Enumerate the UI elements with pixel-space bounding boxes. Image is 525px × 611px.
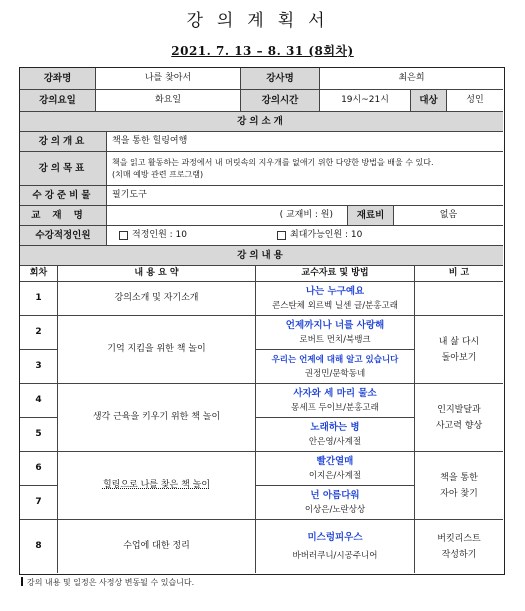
note-session-8 (415, 520, 503, 573)
syllabus-table (19, 67, 505, 575)
supplies-text: 필기도구 (107, 186, 503, 206)
footer-note-text: 강의 내용 및 일정은 사정상 변동될 수 있습니다. (27, 578, 195, 587)
book-session-3 (256, 350, 415, 384)
note-session-2-3 (415, 316, 503, 384)
note-col-header: 비 고 (415, 266, 503, 282)
summary-session-6-7-text: 힐링으로 나를 찾은 책 놀이 (102, 480, 211, 490)
session-number: 6 (20, 452, 58, 486)
book-author: 몽세프 두이브/분홍고래 (291, 402, 379, 413)
summary-session-1: 강의소개 및 자기소개 (58, 282, 256, 316)
book-author: 바버러쿠니/시공주니어 (292, 550, 378, 561)
session-number: 1 (20, 282, 58, 316)
book-session-6 (256, 452, 415, 486)
book-title: 나는 누구예요 (305, 285, 365, 297)
note-line: 작성하기 (441, 549, 477, 560)
supplies-label: 수강준비물 (20, 186, 107, 206)
summary-session-2-3: 기억 지킴을 위한 책 놀이 (58, 316, 256, 384)
book-title: 사자와 세 마리 물소 (293, 387, 377, 399)
instructor-name: 최은희 (320, 68, 503, 90)
note-line: 사고력 향상 (435, 420, 483, 431)
note-line: 책을 통한 (440, 472, 478, 483)
goal-line-1: 책을 읽고 활동하는 과정에서 내 머릿속의 지우개를 없애기 위한 다양한 방법을 배울 수 있다. (112, 157, 434, 167)
note-line: 내 삶 다시 (438, 336, 480, 347)
course-label: 강좌명 (20, 68, 96, 90)
session-number: 2 (20, 316, 58, 350)
note-session-1 (415, 282, 503, 316)
summary-session-8: 수업에 대한 정리 (58, 520, 256, 573)
course-period: 2021. 7. 13 – 8. 31 (8회차) (171, 44, 354, 58)
method-col-header: 교수자료 및 방법 (256, 266, 415, 282)
book-author: 콘스탄체 외르벡 닐센 글/분홍고래 (272, 300, 398, 311)
session-col-header: 회차 (20, 266, 58, 282)
bullet-mark-icon (21, 577, 23, 586)
goal-line-2: (치매 예방 관련 프로그램) (112, 169, 204, 179)
capacity-min (107, 226, 267, 246)
book-session-1 (256, 282, 415, 316)
book-session-8 (256, 520, 415, 573)
lecture-day: 화요일 (96, 90, 241, 112)
material-price: ( 교재비 : 원) (107, 206, 348, 226)
footer-note (21, 577, 194, 588)
overview-text: 책을 통한 힐링여행 (107, 132, 503, 152)
session-number: 3 (20, 350, 58, 384)
note-line: 버킷리스트 (437, 533, 481, 544)
target-label: 대상 (411, 90, 447, 112)
content-section-header: 강의내용 (20, 246, 503, 266)
session-number: 8 (20, 520, 58, 573)
book-title: 노래하는 병 (310, 421, 360, 433)
fee-label: 재료비 (348, 206, 394, 226)
lecture-time: 19시~21시 (320, 90, 411, 112)
checkbox-icon (277, 231, 286, 240)
note-line: 돌아보기 (441, 352, 477, 363)
book-title: 넌 아름다워 (310, 489, 360, 501)
book-session-7 (256, 486, 415, 520)
book-session-4 (256, 384, 415, 418)
document-title: 강의계획서 (186, 11, 339, 31)
session-number: 5 (20, 418, 58, 452)
book-author: 이상은/노란상상 (304, 504, 366, 515)
capacity-min-text: 적정인원 : 10 (132, 230, 187, 240)
checkbox-icon (119, 231, 128, 240)
note-session-4-5 (415, 384, 503, 452)
book-author: 권정민/문학동네 (304, 368, 366, 379)
book-title: 미스렁피우스 (307, 531, 363, 543)
session-number: 4 (20, 384, 58, 418)
overview-label: 강의개요 (20, 132, 107, 152)
instructor-label: 강사명 (241, 68, 320, 90)
note-line: 인지발달과 (437, 404, 481, 415)
capacity-max-text: 최대가능인원 : 10 (290, 230, 363, 240)
time-label: 강의시간 (241, 90, 320, 112)
intro-section-header: 강의소개 (20, 112, 503, 132)
goal-label: 강의목표 (20, 152, 107, 186)
goal-text (107, 152, 503, 186)
fee-value: 없음 (394, 206, 503, 226)
day-label: 강의요일 (20, 90, 96, 112)
book-session-2 (256, 316, 415, 350)
summary-col-header: 내 용 요 약 (58, 266, 256, 282)
book-author: 이지은/사계절 (308, 470, 362, 481)
book-author: 안은영/사계절 (308, 436, 362, 447)
book-author: 로버트 먼치/북뱅크 (299, 334, 371, 345)
summary-session-6-7 (58, 452, 256, 520)
book-title: 빨간열매 (316, 455, 354, 467)
material-label: 교재명 (20, 206, 107, 226)
lecture-target: 성인 (447, 90, 503, 112)
book-title: 언제까지나 너를 사랑해 (285, 319, 385, 331)
capacity-max (267, 226, 503, 246)
course-name: 나를 찾아서 (96, 68, 241, 90)
note-line: 자아 찾기 (440, 488, 478, 499)
summary-session-4-5: 생각 근육을 키우기 위한 책 놀이 (58, 384, 256, 452)
session-number: 7 (20, 486, 58, 520)
book-title: 우리는 언제에 대해 알고 있습니다 (271, 354, 399, 365)
capacity-label: 수강적정인원 (20, 226, 107, 246)
book-session-5 (256, 418, 415, 452)
note-session-6-7 (415, 452, 503, 520)
